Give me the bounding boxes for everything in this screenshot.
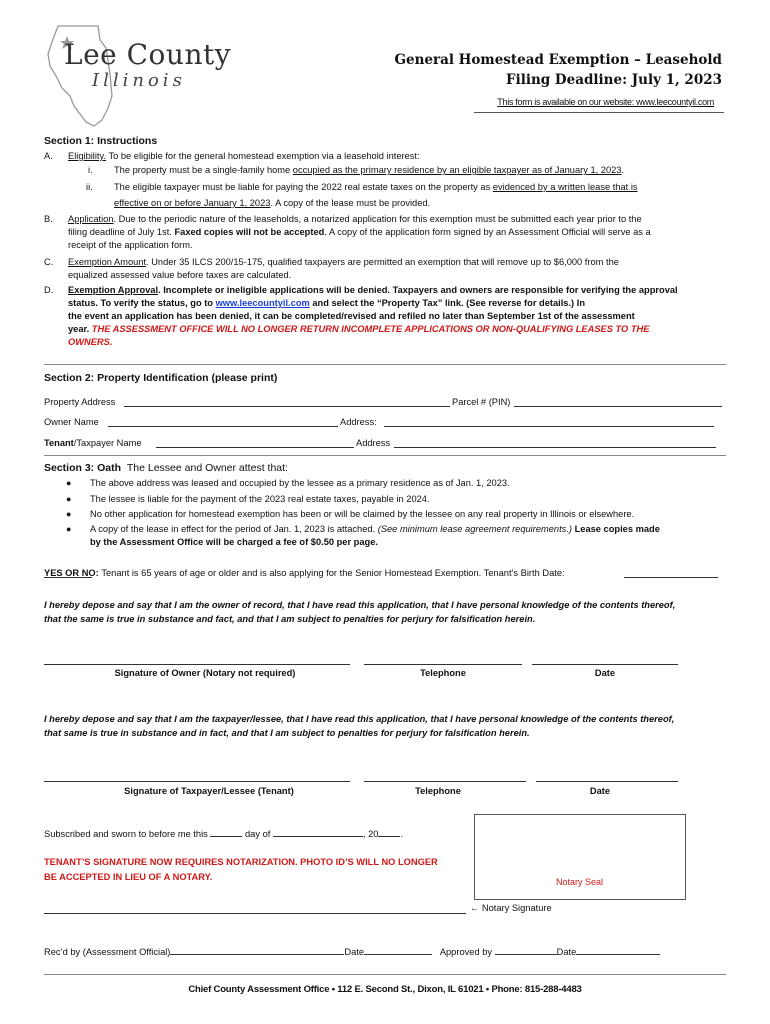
- item-d: [68, 284, 728, 349]
- header-rule: [474, 112, 724, 113]
- bullet-icon: ●: [66, 494, 72, 504]
- recd-label: Rec’d by (Assessment Official): [44, 947, 171, 957]
- oath-bullet-4-italic: (See minimum lease agreement requirements.): [377, 524, 573, 534]
- item-a-i-num: i.: [88, 165, 93, 175]
- oath-bullet-3: No other application for homestead exemption has been or will be claimed by the lessee on any real property in Illinois or elsewhere.: [90, 509, 635, 519]
- bullet-icon: ●: [66, 509, 72, 519]
- bullet-icon: ●: [66, 524, 72, 534]
- logo-subtitle: Illinois: [92, 70, 186, 91]
- notary-signature-label: ← Notary Signature: [470, 903, 552, 913]
- section1-heading: Section 1: Instructions: [44, 135, 158, 147]
- filing-deadline: Filing Deadline: July 1, 2023: [506, 72, 722, 88]
- owner-telephone-label: Telephone: [420, 668, 466, 678]
- item-d-label: Exemption Approval: [68, 285, 159, 295]
- tenant-address-field[interactable]: [394, 447, 716, 448]
- approved-date-field[interactable]: [576, 954, 660, 955]
- item-a-i: [114, 164, 624, 177]
- item-d-red-2: OWNERS.: [68, 337, 113, 347]
- recd-field[interactable]: [170, 954, 344, 955]
- sworn-text-2: day of: [245, 829, 271, 839]
- section3-heading-row: [44, 462, 288, 474]
- item-b-text-4: receipt of the application form.: [68, 240, 193, 250]
- property-address-field[interactable]: [124, 406, 450, 407]
- item-b-text-2: filing deadline of July 1st.: [68, 227, 175, 237]
- notary-seal-box[interactable]: [474, 814, 686, 900]
- item-d-letter: D.: [44, 285, 54, 295]
- notary-warning-1: TENANT’S SIGNATURE NOW REQUIRES NOTARIZATION. PHOTO ID’S WILL NO LONGER: [44, 857, 438, 867]
- item-c-letter: C.: [44, 257, 54, 267]
- tenant-oath-2: that same is true in substance and in fact, and that I am subject to penalties for perjury for falsification herein.: [44, 728, 530, 738]
- item-b: [68, 213, 728, 252]
- divider: [44, 455, 726, 456]
- notary-seal-label: Notary Seal: [556, 877, 604, 887]
- owner-name-field[interactable]: [108, 426, 338, 427]
- approved-field[interactable]: [495, 954, 557, 955]
- footer-divider: [44, 974, 726, 975]
- tenant-label-rest: /Taxpayer Name: [73, 438, 142, 448]
- bullet-icon: ●: [66, 478, 72, 488]
- owner-signature-line[interactable]: [44, 664, 350, 665]
- owner-date-label: Date: [594, 668, 616, 678]
- form-title: General Homestead Exemption – Leasehold: [394, 52, 722, 68]
- property-address-label: Property Address: [44, 397, 116, 407]
- pin-field[interactable]: [514, 406, 722, 407]
- recd-date-label: Date: [344, 947, 365, 957]
- tenant-oath-1: I hereby depose and say that I am the taxpayer/lessee, that I have read this application, that I have personal knowledge of the contents thereof,: [44, 714, 675, 724]
- item-a-ii-text-4: . A copy of the lease must be provided.: [270, 198, 431, 208]
- item-a-ii-cont: [114, 197, 430, 210]
- item-b-text-bold: Faxed copies will not be accepted: [174, 227, 325, 237]
- tenant-date-line[interactable]: [536, 781, 678, 782]
- oath-bullet-4-bold-1: Lease copies made: [572, 524, 660, 534]
- owner-oath-2: that the same is true in substance and fact, and that I am subject to penalties for perjury for falsification herein.: [44, 614, 536, 624]
- item-a-label: Eligibility.: [68, 151, 107, 161]
- item-d-text-3: and select the “Property Tax” link. (See reverse for details.) In: [309, 298, 585, 308]
- owner-telephone-line[interactable]: [364, 664, 522, 665]
- owner-address-field[interactable]: [384, 426, 714, 427]
- section3-heading: Section 3: Oath: [44, 462, 122, 474]
- item-d-text-2: status. To verify the status, go to: [68, 298, 216, 308]
- tenant-name-field[interactable]: [156, 447, 354, 448]
- item-d-text-4: the event an application has been denied, it can be completed/revised and refiled no later than September 1st of the assessment: [68, 311, 635, 321]
- item-d-text-5: year.: [68, 324, 92, 334]
- item-a-letter: A.: [44, 151, 53, 161]
- section2-heading: Section 2: Property Identification (please print): [44, 372, 278, 384]
- tenant-name-label: [44, 437, 142, 450]
- yes-no-field[interactable]: [44, 577, 92, 578]
- oath-bullet-1: The above address was leased and occupied by the lessee as a primary residence as of Jan. 1, 2023.: [90, 478, 510, 488]
- yes-no-text: Tenant is 65 years of age or older and is also applying for the Senior Homestead Exemption. Tenant’s Birth Date:: [101, 568, 565, 578]
- owner-oath: [44, 599, 734, 626]
- tenant-telephone-label: Telephone: [415, 786, 461, 796]
- approved-label: Approved by: [439, 947, 493, 957]
- yes-no-row: [44, 567, 565, 580]
- owner-oath-1: I hereby depose and say that I am the owner of record, that I have read this application, that I have personal knowledge of the contents thereof,: [44, 600, 676, 610]
- divider: [44, 364, 726, 365]
- item-b-text-1: . Due to the periodic nature of the leaseholds, a notarized application for this exemption must be submitted each year prior to the: [113, 214, 642, 224]
- tenant-address-label: Address: [356, 438, 391, 448]
- yes-no-label: YES OR NO:: [44, 568, 99, 578]
- tenant-date-label: Date: [589, 786, 611, 796]
- item-a-ii: [114, 181, 726, 194]
- notary-warning-2: BE ACCEPTED IN LIEU OF A NOTARY.: [44, 872, 213, 882]
- item-b-label: Application: [68, 214, 114, 224]
- item-a-ii-text-2: evidenced by a written lease that is: [492, 182, 638, 192]
- website-link[interactable]: www.leecountyil.com: [215, 298, 310, 308]
- tenant-telephone-line[interactable]: [364, 781, 526, 782]
- item-a-ii-text-3: effective on or before January 1, 2023: [114, 198, 271, 208]
- item-a-text: To be eligible for the general homestead exemption via a leasehold interest:: [106, 151, 420, 161]
- oath-bullet-4: [90, 523, 726, 549]
- oath-bullet-4-text: A copy of the lease in effect for the period of Jan. 1, 2023 is attached.: [90, 524, 378, 534]
- item-a-i-text-1: The property must be a single-family home: [114, 165, 293, 175]
- item-d-red-1: THE ASSESSMENT OFFICE WILL NO LONGER RETURN INCOMPLETE APPLICATIONS OR NON-QUALIFYING LEASES TO THE: [91, 324, 650, 334]
- pin-label: Parcel # (PIN): [452, 397, 511, 407]
- tenant-signature-line[interactable]: [44, 781, 350, 782]
- item-a-ii-num: ii.: [86, 182, 93, 192]
- sworn-year-field[interactable]: [378, 836, 400, 837]
- sworn-text-3: , 20: [362, 829, 379, 839]
- item-d-text-1: . Incomplete or ineligible applications will be denied. Taxpayers and owners are responsible for verifying the approval: [158, 285, 678, 295]
- owner-signature-label: Signature of Owner (Notary not required): [114, 668, 296, 678]
- item-c-text-1: . Under 35 ILCS 200/15-175, qualified taxpayers are permitted an exemption that will remove up to $6,000 from the: [146, 257, 619, 267]
- sworn-month-field[interactable]: [273, 836, 363, 837]
- sworn-text-4: .: [400, 829, 404, 839]
- sworn-statement: [44, 828, 403, 841]
- tenant-oath: [44, 713, 734, 740]
- item-a-i-text-3: .: [621, 165, 625, 175]
- footer-address: Chief County Assessment Office • 112 E. Second St., Dixon, IL 61021 • Phone: 815-288-4483: [188, 984, 582, 995]
- tenant-signature-label: Signature of Taxpayer/Lessee (Tenant): [124, 786, 294, 796]
- recd-row: [44, 946, 660, 959]
- item-c-label: Exemption Amount: [68, 257, 147, 267]
- tenant-label-bold: Tenant: [44, 438, 74, 448]
- item-c: [68, 256, 728, 282]
- oath-bullet-4-bold-2: by the Assessment Office will be charged a fee of $0.50 per page.: [90, 537, 378, 547]
- item-a: [68, 150, 420, 163]
- owner-date-line[interactable]: [532, 664, 678, 665]
- notary-warning: [44, 856, 438, 884]
- recd-date-field[interactable]: [364, 954, 432, 955]
- item-a-ii-text-1: The eligible taxpayer must be liable for paying the 2022 real estate taxes on the property as: [114, 182, 493, 192]
- item-b-letter: B.: [44, 214, 53, 224]
- birth-date-field[interactable]: [624, 577, 718, 578]
- owner-address-label: Address:: [340, 417, 377, 427]
- item-b-text-3: . A copy of the application form signed by an Assessment Official will serve as a: [324, 227, 651, 237]
- website-note: This form is available on our website: www.leecountyil.com: [497, 97, 714, 107]
- notary-signature-line[interactable]: [44, 913, 466, 914]
- approved-date-label: Date: [556, 947, 577, 957]
- item-a-i-text-2: occupied as the primary residence by an eligible taxpayer as of January 1, 2023: [292, 165, 622, 175]
- logo-title: Lee County: [64, 38, 232, 71]
- sworn-text-1: Subscribed and sworn to before me this: [44, 829, 208, 839]
- sworn-day-field[interactable]: [210, 836, 242, 837]
- item-c-text-2: equalized assessed value before taxes are calculated.: [68, 270, 292, 280]
- oath-bullet-2: The lessee is liable for the payment of the 2023 real estate taxes, payable in 2024.: [90, 494, 430, 504]
- section3-heading-rest: The Lessee and Owner attest that:: [126, 462, 288, 474]
- owner-name-label: Owner Name: [44, 417, 99, 427]
